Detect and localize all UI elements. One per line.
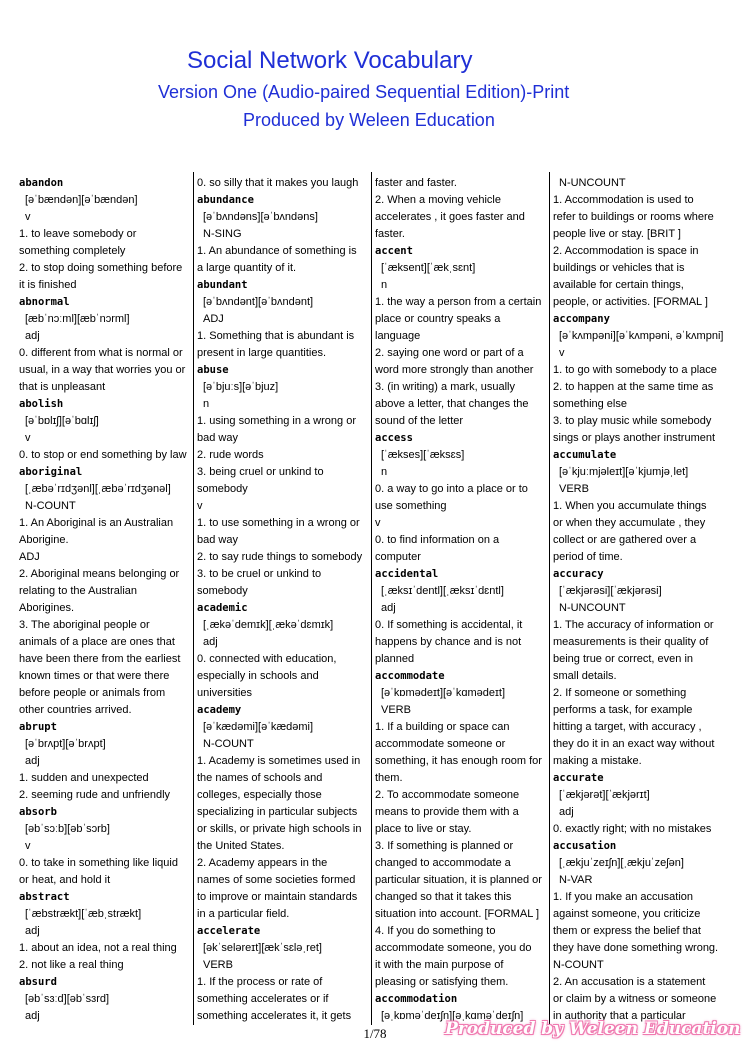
headword: academic bbox=[197, 602, 248, 614]
entry-detail: [əˈkjuːmjəleɪt][əˈkjumjəˌlet] bbox=[559, 466, 689, 478]
definition-line: they have done something wrong. bbox=[553, 942, 719, 954]
definition-line: language bbox=[375, 330, 421, 342]
definition-line: Aborigine. bbox=[19, 534, 69, 546]
entry-detail: N-COUNT bbox=[203, 738, 254, 750]
headword: access bbox=[375, 432, 413, 444]
definition-line: situation into account. [FORMAL ] bbox=[375, 908, 540, 920]
entry-detail: [əˈkʌmpəni][əˈkʌmpəni, əˈkʌmpni] bbox=[559, 330, 724, 342]
definition-line: particular situation, it is planned or bbox=[375, 874, 542, 886]
definition-line: 0. connected with education, bbox=[197, 653, 337, 665]
definition-line: making a mistake. bbox=[553, 755, 642, 767]
definition-line: or skills, or private high schools in bbox=[197, 823, 362, 835]
entry-detail: [ˌæksɪˈdentl][ˌæksɪˈdɛntl] bbox=[381, 585, 504, 597]
entry-detail: [əˈbrʌpt][əˈbrʌpt] bbox=[25, 738, 106, 750]
definition-line: 0. to find information on a bbox=[375, 534, 500, 546]
entry-detail: [əˈbɒlɪʃ][əˈbɑlɪʃ] bbox=[25, 415, 99, 427]
definition-line: place or country speaks a bbox=[375, 313, 501, 325]
headword: absurd bbox=[19, 976, 57, 988]
definition-line: universities bbox=[197, 687, 253, 699]
headword: accidental bbox=[375, 568, 439, 580]
definition-line: 1. An Aboriginal is an Australian bbox=[19, 517, 174, 529]
entry-detail: VERB bbox=[381, 704, 411, 716]
producer-line: Produced by Weleen Education bbox=[243, 110, 495, 130]
entry-detail: n bbox=[381, 466, 388, 478]
entry-detail: adj bbox=[25, 755, 40, 767]
definition-line: faster and faster. bbox=[375, 177, 457, 189]
definition-line: 2. to stop doing something before bbox=[19, 262, 183, 274]
definition-line: planned bbox=[375, 653, 415, 665]
definition-line: in authority that a particular bbox=[553, 1010, 686, 1022]
headword: abuse bbox=[197, 364, 229, 376]
definition-line: accommodate someone or bbox=[375, 738, 506, 750]
definition-line: people, or activities. [FORMAL ] bbox=[553, 296, 708, 308]
definition-line: something accelerates or if bbox=[197, 993, 329, 1005]
definition-line: something completely bbox=[19, 245, 126, 257]
entry-detail: [əˌkɒməˈdeɪʃn][əˌkɑməˈdeɪʃn] bbox=[381, 1010, 524, 1022]
vocabulary-column-3 bbox=[375, 175, 547, 1027]
definition-line: 2. When a moving vehicle bbox=[375, 194, 501, 206]
headword: abundant bbox=[197, 279, 248, 291]
definition-line: 2. not like a real thing bbox=[19, 959, 124, 971]
definition-line: 2. To accommodate someone bbox=[375, 789, 520, 801]
definition-line: 1. If the process or rate of bbox=[197, 976, 323, 988]
definition-line: 2. Accommodation is space in bbox=[553, 245, 699, 257]
definition-line: small details. bbox=[553, 670, 617, 682]
column-divider bbox=[549, 172, 550, 1025]
watermark-logo: Produced by Weleen Education bbox=[445, 1019, 741, 1039]
definition-line: 1. to go with somebody to a place bbox=[553, 364, 717, 376]
definition-line: bad way bbox=[197, 534, 238, 546]
column-divider bbox=[193, 172, 194, 1025]
headword: abundance bbox=[197, 194, 254, 206]
entry-detail: v bbox=[559, 347, 565, 359]
definition-line: it with the main purpose of bbox=[375, 959, 504, 971]
definition-line: 2. seeming rude and unfriendly bbox=[19, 789, 171, 801]
definition-line: 0. If something is accidental, it bbox=[375, 619, 523, 631]
definition-line: hitting a target, with accuracy , bbox=[553, 721, 702, 733]
headword: academy bbox=[197, 704, 242, 716]
entry-detail: N-VAR bbox=[559, 874, 593, 886]
definition-line: v bbox=[197, 500, 203, 512]
entry-detail: [əˈkɒmədeɪt][əˈkɑmədeɪt] bbox=[381, 687, 505, 699]
headword: accurate bbox=[553, 772, 604, 784]
definition-line: 0. different from what is normal or bbox=[19, 347, 183, 359]
entry-detail: [ˌækəˈdemɪk][ˌækəˈdɛmɪk] bbox=[203, 619, 334, 631]
headword: accommodate bbox=[375, 670, 445, 682]
page-number: 1/78 bbox=[363, 1026, 387, 1041]
definition-line: 0. to take in something like liquid bbox=[19, 857, 178, 869]
definition-line: 1. using something in a wrong or bbox=[197, 415, 356, 427]
headword: abolish bbox=[19, 398, 64, 410]
headword: aboriginal bbox=[19, 466, 83, 478]
definition-line: 3. to play music while somebody bbox=[553, 415, 712, 427]
definition-line: a large quantity of it. bbox=[197, 262, 297, 274]
headword: accelerate bbox=[197, 925, 261, 937]
definition-line: 2. to say rude things to somebody bbox=[197, 551, 363, 563]
definition-line: sound of the letter bbox=[375, 415, 464, 427]
definition-line: 1. about an idea, not a real thing bbox=[19, 942, 177, 954]
definition-line: means to provide them with a bbox=[375, 806, 519, 818]
definition-line: they do it in an exact way without bbox=[553, 738, 715, 750]
definition-line: being true or correct, even in bbox=[553, 653, 694, 665]
entry-detail: [ˈækses][ˈæksɛs] bbox=[381, 449, 465, 461]
definition-line: 0. so silly that it makes you laugh bbox=[197, 177, 359, 189]
definition-line: use something bbox=[375, 500, 447, 512]
entry-detail: [əˈbjuːs][əˈbjuz] bbox=[203, 381, 279, 393]
definition-line: changed to accommodate a bbox=[375, 857, 511, 869]
headword: accent bbox=[375, 245, 413, 257]
definition-line: 3. being cruel or unkind to bbox=[197, 466, 324, 478]
entry-detail: VERB bbox=[203, 959, 233, 971]
entry-detail: adj bbox=[203, 636, 218, 648]
definition-line: ADJ bbox=[19, 551, 40, 563]
definition-line: have been there from the earliest bbox=[19, 653, 181, 665]
definition-line: 0. to stop or end something by law bbox=[19, 449, 187, 461]
definition-line: 3. The aboriginal people or bbox=[19, 619, 150, 631]
definition-line: accelerates , it goes faster and bbox=[375, 211, 525, 223]
definition-line: 2. Aboriginal means belonging or bbox=[19, 568, 180, 580]
document-title: Social Network Vocabulary bbox=[187, 47, 473, 74]
definition-line: computer bbox=[375, 551, 421, 563]
definition-line: 1. The accuracy of information or bbox=[553, 619, 714, 631]
definition-line: 1. Something that is abundant is bbox=[197, 330, 355, 342]
document-subtitle: Version One (Audio-paired Sequential Edition)-Print bbox=[158, 82, 570, 102]
definition-line: v bbox=[375, 517, 381, 529]
definition-line: 3. (in writing) a mark, usually bbox=[375, 381, 515, 393]
definition-line: relating to the Australian bbox=[19, 585, 138, 597]
entry-detail: v bbox=[25, 211, 31, 223]
definition-line: other countries arrived. bbox=[19, 704, 132, 716]
entry-detail: N-COUNT bbox=[25, 500, 76, 512]
definition-line: collect or are gathered over a bbox=[553, 534, 697, 546]
definition-line: 0. exactly right; with no mistakes bbox=[553, 823, 712, 835]
entry-detail: [əˈbʌndəns][əˈbʌndəns] bbox=[203, 211, 318, 223]
definition-line: 2. rude words bbox=[197, 449, 264, 461]
entry-detail: v bbox=[25, 840, 31, 852]
vocabulary-column-4 bbox=[553, 175, 727, 1027]
entry-detail: [æbˈnɔːml][æbˈnɔrml] bbox=[25, 313, 130, 325]
definition-line: refer to buildings or rooms where bbox=[553, 211, 714, 223]
entry-detail: v bbox=[25, 432, 31, 444]
definition-line: pleasing or satisfying them. bbox=[375, 976, 509, 988]
vocabulary-column-1 bbox=[19, 175, 191, 1027]
definition-line: 0. a way to go into a place or to bbox=[375, 483, 528, 495]
definition-line: names of some societies formed bbox=[197, 874, 356, 886]
definition-line: or when they accumulate , they bbox=[553, 517, 706, 529]
headword: accommodation bbox=[375, 993, 458, 1005]
definition-line: 1. to use something in a wrong or bbox=[197, 517, 360, 529]
entry-detail: [ˈækjərəsi][ˈækjərəsi] bbox=[559, 585, 662, 597]
definition-line: that is unpleasant bbox=[19, 381, 106, 393]
definition-line: people live or stay. [BRIT ] bbox=[553, 228, 681, 240]
headword: abrupt bbox=[19, 721, 57, 733]
definition-line: or claim by a witness or someone bbox=[553, 993, 717, 1005]
definition-line: something else bbox=[553, 398, 627, 410]
definition-line: 1. An abundance of something is bbox=[197, 245, 357, 257]
definition-line: place to live or stay. bbox=[375, 823, 472, 835]
entry-detail: [əbˈsɜːd][əbˈsɜrd] bbox=[25, 993, 110, 1005]
entry-detail: N-UNCOUNT bbox=[559, 602, 626, 614]
headword: accusation bbox=[553, 840, 617, 852]
headword: abstract bbox=[19, 891, 70, 903]
definition-line: measurements is their quality of bbox=[553, 636, 709, 648]
definition-line: the United States. bbox=[197, 840, 285, 852]
definition-line: against someone, you criticize bbox=[553, 908, 701, 920]
definition-line: known times or that were there bbox=[19, 670, 170, 682]
entry-detail: ADJ bbox=[203, 313, 224, 325]
definition-line: 1. the way a person from a certain bbox=[375, 296, 542, 308]
definition-line: 2. Academy appears in the bbox=[197, 857, 328, 869]
definition-line: somebody bbox=[197, 585, 248, 597]
definition-line: word more strongly than another bbox=[375, 364, 534, 376]
definition-line: it is finished bbox=[19, 279, 77, 291]
entry-detail: N-SING bbox=[203, 228, 242, 240]
definition-line: accommodate someone, you do bbox=[375, 942, 532, 954]
definition-line: to improve or maintain standards bbox=[197, 891, 358, 903]
definition-line: buildings or vehicles that is bbox=[553, 262, 685, 274]
entry-detail: VERB bbox=[559, 483, 589, 495]
definition-line: 3. to be cruel or unkind to bbox=[197, 568, 322, 580]
definition-line: 2. An accusation is a statement bbox=[553, 976, 706, 988]
vocabulary-column-2 bbox=[197, 175, 369, 1027]
definition-line: 2. saying one word or part of a bbox=[375, 347, 524, 359]
entry-detail: [ˌæbəˈrɪdʒənl][ˌæbəˈrɪdʒənəl] bbox=[25, 483, 171, 495]
entry-detail: [əkˈseləreɪt][ækˈsɛləˌret] bbox=[203, 942, 322, 954]
definition-line: specializing in particular subjects bbox=[197, 806, 358, 818]
entry-detail: [ˈæksent][ˈækˌsɛnt] bbox=[381, 262, 476, 274]
entry-detail: adj bbox=[25, 925, 40, 937]
headword: abandon bbox=[19, 177, 64, 189]
definition-line: 1. sudden and unexpected bbox=[19, 772, 149, 784]
entry-detail: N-UNCOUNT bbox=[559, 177, 626, 189]
definition-line: 3. If something is planned or bbox=[375, 840, 514, 852]
definition-line: N-COUNT bbox=[553, 959, 604, 971]
definition-line: 4. If you do something to bbox=[375, 925, 496, 937]
definition-line: sings or plays another instrument bbox=[553, 432, 716, 444]
entry-detail: n bbox=[381, 279, 388, 291]
definition-line: available for certain things, bbox=[553, 279, 684, 291]
entry-detail: [əˈkædəmi][əˈkædəmi] bbox=[203, 721, 314, 733]
definition-line: something, it has enough room for bbox=[375, 755, 542, 767]
definition-line: period of time. bbox=[553, 551, 623, 563]
definition-line: happens by chance and is not bbox=[375, 636, 522, 648]
definition-line: 1. If you make an accusation bbox=[553, 891, 694, 903]
definition-line: 1. Accommodation is used to bbox=[553, 194, 694, 206]
entry-detail: adj bbox=[25, 330, 40, 342]
definition-line: 1. When you accumulate things bbox=[553, 500, 707, 512]
definition-line: something accelerates it, it gets bbox=[197, 1010, 352, 1022]
headword: absorb bbox=[19, 806, 57, 818]
definition-line: 1. If a building or space can bbox=[375, 721, 510, 733]
definition-line: colleges, especially those bbox=[197, 789, 322, 801]
headword: accompany bbox=[553, 313, 610, 325]
definition-line: the names of schools and bbox=[197, 772, 323, 784]
definition-line: present in large quantities. bbox=[197, 347, 327, 359]
entry-detail: adj bbox=[25, 1010, 40, 1022]
definition-line: changed so that it takes this bbox=[375, 891, 512, 903]
definition-line: 2. to happen at the same time as bbox=[553, 381, 714, 393]
definition-line: 2. If someone or something bbox=[553, 687, 687, 699]
definition-line: 1. Academy is sometimes used in bbox=[197, 755, 361, 767]
definition-line: Aborigines. bbox=[19, 602, 75, 614]
headword: accuracy bbox=[553, 568, 604, 580]
definition-line: usual, in a way that worries you or bbox=[19, 364, 186, 376]
entry-detail: adj bbox=[559, 806, 574, 818]
definition-line: in a particular field. bbox=[197, 908, 290, 920]
definition-line: or heat, and hold it bbox=[19, 874, 111, 886]
definition-line: them. bbox=[375, 772, 403, 784]
entry-detail: adj bbox=[381, 602, 396, 614]
headword: accumulate bbox=[553, 449, 617, 461]
entry-detail: [əˈbʌndənt][əˈbʌndənt] bbox=[203, 296, 314, 308]
entry-detail: [ˌækjuˈzeɪʃn][ˌækjuˈzeʃən] bbox=[559, 857, 684, 869]
definition-line: bad way bbox=[197, 432, 238, 444]
definition-line: faster. bbox=[375, 228, 405, 240]
entry-detail: [əˈbændən][əˈbændən] bbox=[25, 194, 138, 206]
definition-line: somebody bbox=[197, 483, 248, 495]
entry-detail: [əbˈsɔːb][əbˈsɔrb] bbox=[25, 823, 110, 835]
entry-detail: n bbox=[203, 398, 210, 410]
headword: abnormal bbox=[19, 296, 70, 308]
definition-line: performs a task, for example bbox=[553, 704, 693, 716]
definition-line: 1. to leave somebody or bbox=[19, 228, 137, 240]
definition-line: before people or animals from bbox=[19, 687, 166, 699]
definition-line: above a letter, that changes the bbox=[375, 398, 529, 410]
definition-line: them or express the belief that bbox=[553, 925, 701, 937]
definition-line: animals of a place are ones that bbox=[19, 636, 175, 648]
entry-detail: [ˈækjərət][ˈækjərɪt] bbox=[559, 789, 650, 801]
column-divider bbox=[371, 172, 372, 1025]
entry-detail: [ˈæbstrækt][ˈæbˌstrækt] bbox=[25, 908, 142, 920]
definition-line: especially in schools and bbox=[197, 670, 319, 682]
